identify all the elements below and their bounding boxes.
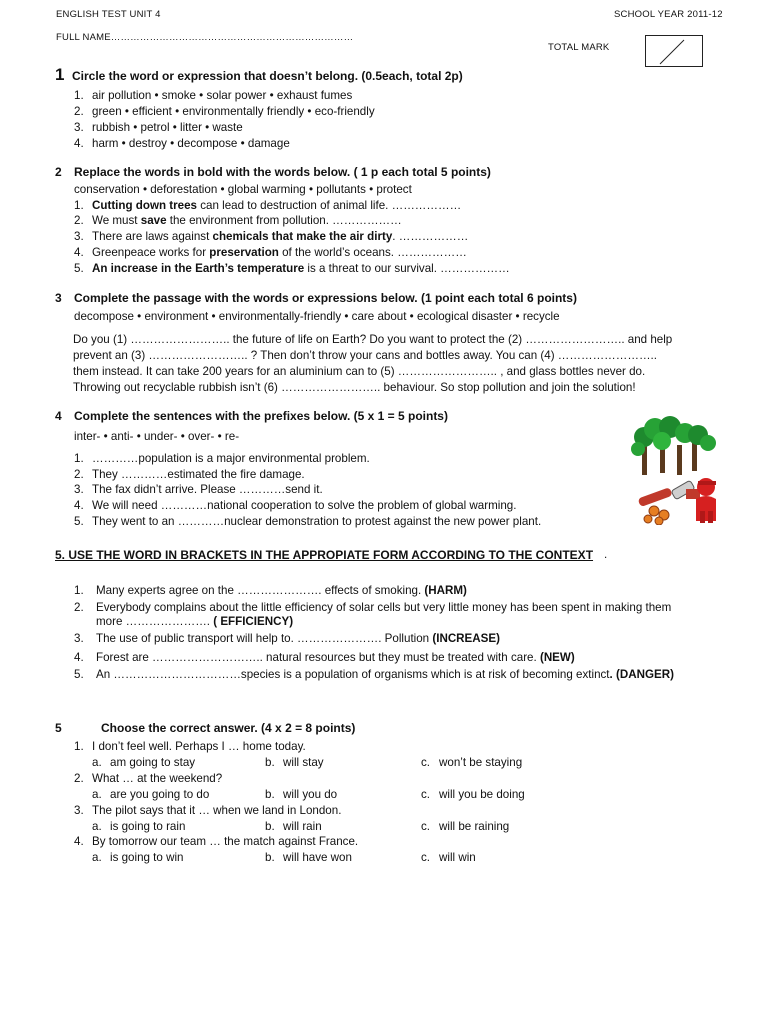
option-letter[interactable]: b. [265, 820, 275, 833]
list-item-text: air pollution • smoke • solar power • exhaust fumes [92, 89, 353, 102]
deforestation-illustration [630, 415, 722, 525]
list-item-text [92, 246, 467, 259]
section-1-number: 1 [55, 65, 65, 84]
passage-line: them instead. It can take 200 years for an aluminium can to (5) …………………….. , and glass bottles never do. [73, 365, 646, 378]
answer-option[interactable]: is going to rain [110, 820, 186, 833]
option-letter[interactable]: a. [92, 788, 102, 801]
list-item-number: 2. [74, 601, 84, 614]
answer-option[interactable]: are you going to do [110, 788, 210, 801]
plain-text: . ……………… [392, 230, 469, 243]
question-text: What … at the weekend? [92, 772, 223, 785]
question-text: The pilot says that it … when we land in London. [92, 804, 342, 817]
list-item-text [92, 262, 510, 275]
list-item-number: 2. [74, 214, 84, 227]
answer-option[interactable]: will you do [283, 788, 338, 801]
option-letter[interactable]: b. [265, 788, 275, 801]
bracket-word: (NEW) [539, 651, 575, 664]
answer-option[interactable]: am going to stay [110, 756, 196, 769]
plain-text: Greenpeace works for [92, 246, 210, 259]
section-6-number: 5 [55, 721, 62, 735]
list-item-text [96, 632, 500, 645]
list-item-number: 1. [74, 89, 84, 102]
full-name-field[interactable]: FULL NAME………………………………………………………………… [56, 32, 354, 43]
answer-option[interactable]: will have won [283, 851, 352, 864]
list-item-number: 4. [74, 246, 84, 259]
section-5-title: 5. USE THE WORD IN BRACKETS IN THE APPROPIATE FORM ACCORDING TO THE CONTEXT [55, 548, 594, 562]
passage-line: Throwing out recyclable rubbish isn’t (6) …………………….. behaviour. So stop pollution and join the solution! [73, 381, 636, 394]
option-letter[interactable]: a. [92, 820, 102, 833]
list-item-text [96, 668, 674, 681]
list-item-number: 5. [74, 668, 84, 681]
question-text: By tomorrow our team … the match against France. [92, 835, 359, 848]
section-3-number: 3 [55, 291, 62, 305]
section-3-word-bank: decompose • environment • environmentally-friendly • care about • ecological disaster • recycle [74, 310, 560, 323]
bold-phrase: chemicals that make the air dirty [212, 230, 393, 243]
list-item-number: 4. [74, 137, 84, 150]
section-4-title: Complete the sentences with the prefixes below. (5 x 1 = 5 points) [74, 409, 448, 423]
plain-text: Many experts agree on the …………………. effects of smoking. [96, 584, 425, 597]
plain-text: the environment from pollution. ……………… [166, 214, 402, 227]
list-item-text [96, 615, 293, 628]
bracket-word: (HARM) [424, 584, 467, 597]
bracket-word: (INCREASE) [432, 632, 500, 645]
passage-line: prevent an (3) …………………….. ? Then don’t throw your cans and bottles away. You can (4) …………………….. [73, 349, 657, 362]
list-item-number: 2. [74, 105, 84, 118]
list-item-number: 1. [74, 584, 84, 597]
question-number: 3. [74, 804, 84, 817]
section-3-title: Complete the passage with the words or expressions below. (1 point each total 6 points) [74, 291, 577, 305]
list-item-text: They went to an …………nuclear demonstration to protest against the new power plant. [92, 515, 542, 528]
list-item-number: 3. [74, 483, 84, 496]
list-item-number: 3. [74, 121, 84, 134]
question-number: 2. [74, 772, 84, 785]
list-item-text: rubbish • petrol • litter • waste [92, 121, 243, 134]
bold-phrase: An increase in the Earth’s temperature [92, 262, 305, 275]
question-number: 4. [74, 835, 84, 848]
section-1-title: Circle the word or expression that doesn’t belong. (0.5each, total 2p) [72, 69, 463, 83]
bold-phrase: preservation [209, 246, 279, 259]
section-6-title: Choose the correct answer. (4 x 2 = 8 points) [101, 721, 356, 735]
list-item-text [96, 651, 575, 664]
total-mark-box[interactable] [645, 35, 703, 67]
plain-text: We must [92, 214, 141, 227]
section-2-title: Replace the words in bold with the words below. ( 1 p each total 5 points) [74, 165, 491, 179]
answer-option[interactable]: won’t be staying [439, 756, 523, 769]
answer-option[interactable]: will rain [283, 820, 322, 833]
question-number: 1. [74, 740, 84, 753]
answer-option[interactable]: will you be doing [439, 788, 525, 801]
section-2-word-bank: conservation • deforestation • global warming • pollutants • protect [74, 183, 412, 196]
total-mark-label: TOTAL MARK [548, 42, 610, 53]
list-item-text: We will need …………national cooperation to solve the problem of global warming. [92, 499, 517, 512]
plain-text: more …………………. [96, 615, 214, 628]
logs-icon [638, 487, 673, 525]
plain-text: is a threat to our survival. ……………… [304, 262, 510, 275]
section-3-passage [73, 332, 733, 396]
list-item-number: 5. [74, 515, 84, 528]
plain-text: of the world’s oceans. ……………… [278, 246, 467, 259]
answer-option[interactable]: will be raining [439, 820, 510, 833]
list-item-text: harm • destroy • decompose • damage [92, 137, 290, 150]
list-item-number: 5. [74, 262, 84, 275]
answer-option[interactable]: is going to win [110, 851, 184, 864]
list-item-text: Everybody complains about the little efficiency of solar cells but very little money has been spent in making them [96, 601, 672, 614]
bold-phrase: save [140, 214, 167, 227]
list-item-number: 3. [74, 632, 84, 645]
list-item-text: green • efficient • environmentally friendly • eco-friendly [92, 105, 375, 118]
test-title: ENGLISH TEST UNIT 4 [56, 9, 161, 20]
list-item-number: 4. [74, 499, 84, 512]
section-2-number: 2 [55, 165, 62, 179]
plain-text: The use of public transport will help to. …………………. Pollution [96, 632, 433, 645]
answer-option[interactable]: will win [439, 851, 476, 864]
section-4-word-bank: inter- • anti- • under- • over- • re- [74, 430, 240, 443]
worker-icon [696, 478, 716, 523]
option-letter[interactable]: c. [421, 756, 431, 769]
bracket-word: ( EFFICIENCY) [213, 615, 294, 628]
passage-line: Do you (1) …………………….. the future of life on Earth? Do you want to protect the (2) …………………….. and help [73, 333, 673, 346]
option-letter[interactable]: c. [421, 788, 431, 801]
list-item-number: 4. [74, 651, 84, 664]
list-item-text: The fax didn’t arrive. Please …………send it. [92, 483, 323, 496]
plain-text: An ……………………………species is a population of organisms which is at risk of becoming extinct [96, 668, 610, 681]
mark-slash-icon [646, 36, 702, 66]
list-item-number: 1. [74, 199, 84, 212]
option-letter[interactable]: b. [265, 851, 275, 864]
list-item-number: 3. [74, 230, 84, 243]
list-item-text [92, 199, 461, 212]
section-5-title-period: . [604, 548, 608, 561]
bold-phrase: Cutting down trees [92, 199, 197, 212]
list-item-text: They …………estimated the fire damage. [92, 468, 305, 481]
tree-icon [631, 416, 716, 475]
question-text: I don’t feel well. Perhaps I … home today. [92, 740, 306, 753]
option-letter[interactable]: b. [265, 756, 275, 769]
list-item-text [92, 214, 402, 227]
bracket-word: . (DANGER) [609, 668, 674, 681]
chainsaw-icon [671, 480, 700, 500]
list-item-number: 2. [74, 468, 84, 481]
list-item-text: …………population is a major environmental problem. [92, 452, 370, 465]
list-item-text [92, 230, 468, 243]
plain-text: can lead to destruction of animal life. ……………… [196, 199, 462, 212]
plain-text: There are laws against [92, 230, 213, 243]
option-letter[interactable]: c. [421, 820, 431, 833]
school-year: SCHOOL YEAR 2011-12 [614, 9, 723, 20]
section-4-number: 4 [55, 409, 62, 423]
list-item-number: 1. [74, 452, 84, 465]
answer-option[interactable]: will stay [283, 756, 324, 769]
option-letter[interactable]: a. [92, 851, 102, 864]
option-letter[interactable]: a. [92, 756, 102, 769]
list-item-text [96, 584, 467, 597]
option-letter[interactable]: c. [421, 851, 431, 864]
plain-text: Forest are ……………………….. natural resources but they must be treated with care. [96, 651, 540, 664]
